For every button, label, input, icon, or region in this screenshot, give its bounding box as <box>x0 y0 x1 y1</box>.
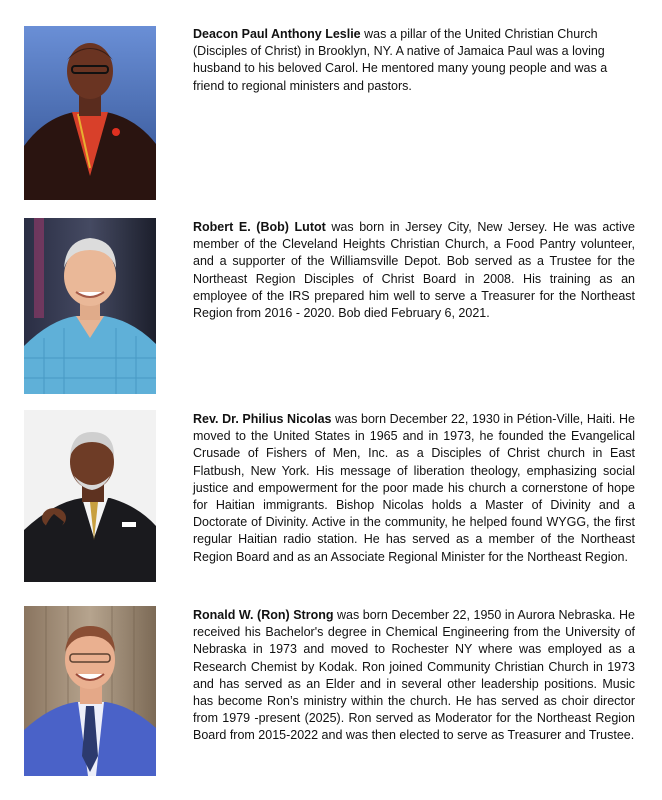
person-name: Robert E. (Bob) Lutot <box>193 220 326 234</box>
portrait-photo <box>24 410 156 582</box>
bio-description: was born in Jersey City, New Jersey. He was active member of the Cleveland Heights Christian Church, a Food Pantry volunteer, and a supporter of the Williamsville Depot. Bob served as a Trustee for the Northeast Region Disciples of Christ Board in 2008. His training as an employee of the IRS prepared him well to serve a Treasurer for the Northeast Region from 2016 - 2020. Bob died February 6, 2021. <box>193 220 635 321</box>
bio-text <box>193 607 635 745</box>
portrait-photo <box>24 606 156 776</box>
portrait-photo <box>24 26 156 200</box>
bio-text <box>193 26 635 95</box>
bio-description: was born December 22, 1930 in Pétion-Ville, Haiti. He moved to the United States in 1965 and in 1973, he founded the Evangelical Crusade of Fishers of Men, Inc. as a Disciples of Christ church in East Flatbush, New York. His message of liberation theology, emphasizing social justice and empowerment for the poor made his church a cornerstone of hope for Haitian immigrants. Bishop Nicolas holds a Master of Divinity and a Doctorate of Divinity. Active in the community, he helped found WYGG, the first regular Haitian radio station. He has served as a member of the Northeast Region Board and as an Associate Regional Minister for the Northeast Region. <box>193 412 636 564</box>
bio-description: was a pillar of the United Christian Church (Disciples of Christ) in Brooklyn, NY. A native of Jamaica Paul was a loving husband to his beloved Carol. He mentored many young people and was a friend to regional ministers and pastors. <box>193 27 608 93</box>
portrait-photo <box>24 218 156 394</box>
bio-text <box>193 219 635 322</box>
person-name: Deacon Paul Anthony Leslie <box>193 27 361 41</box>
bio-description: was born December 22, 1950 in Aurora Nebraska. He received his Bachelor's degree in Chemical Engineering from the University of Nebraska in 1973 and moved to Rochester NY where was employed as a Research Chemist by Kodak. Ron joined Community Christian Church in 1973 and has served as an Elder and in several other leadership positions. Music has become Ron’s ministry within the church. He has served as choir director from 1979 -present (2025). Ron served as Moderator for the Northeast Region Board from 2015-2022 and was then elected to serve as Treasurer and Trustee. <box>193 608 635 743</box>
person-name: Rev. Dr. Philius Nicolas <box>193 412 332 426</box>
bio-text <box>193 411 635 566</box>
person-name: Ronald W. (Ron) Strong <box>193 608 334 622</box>
